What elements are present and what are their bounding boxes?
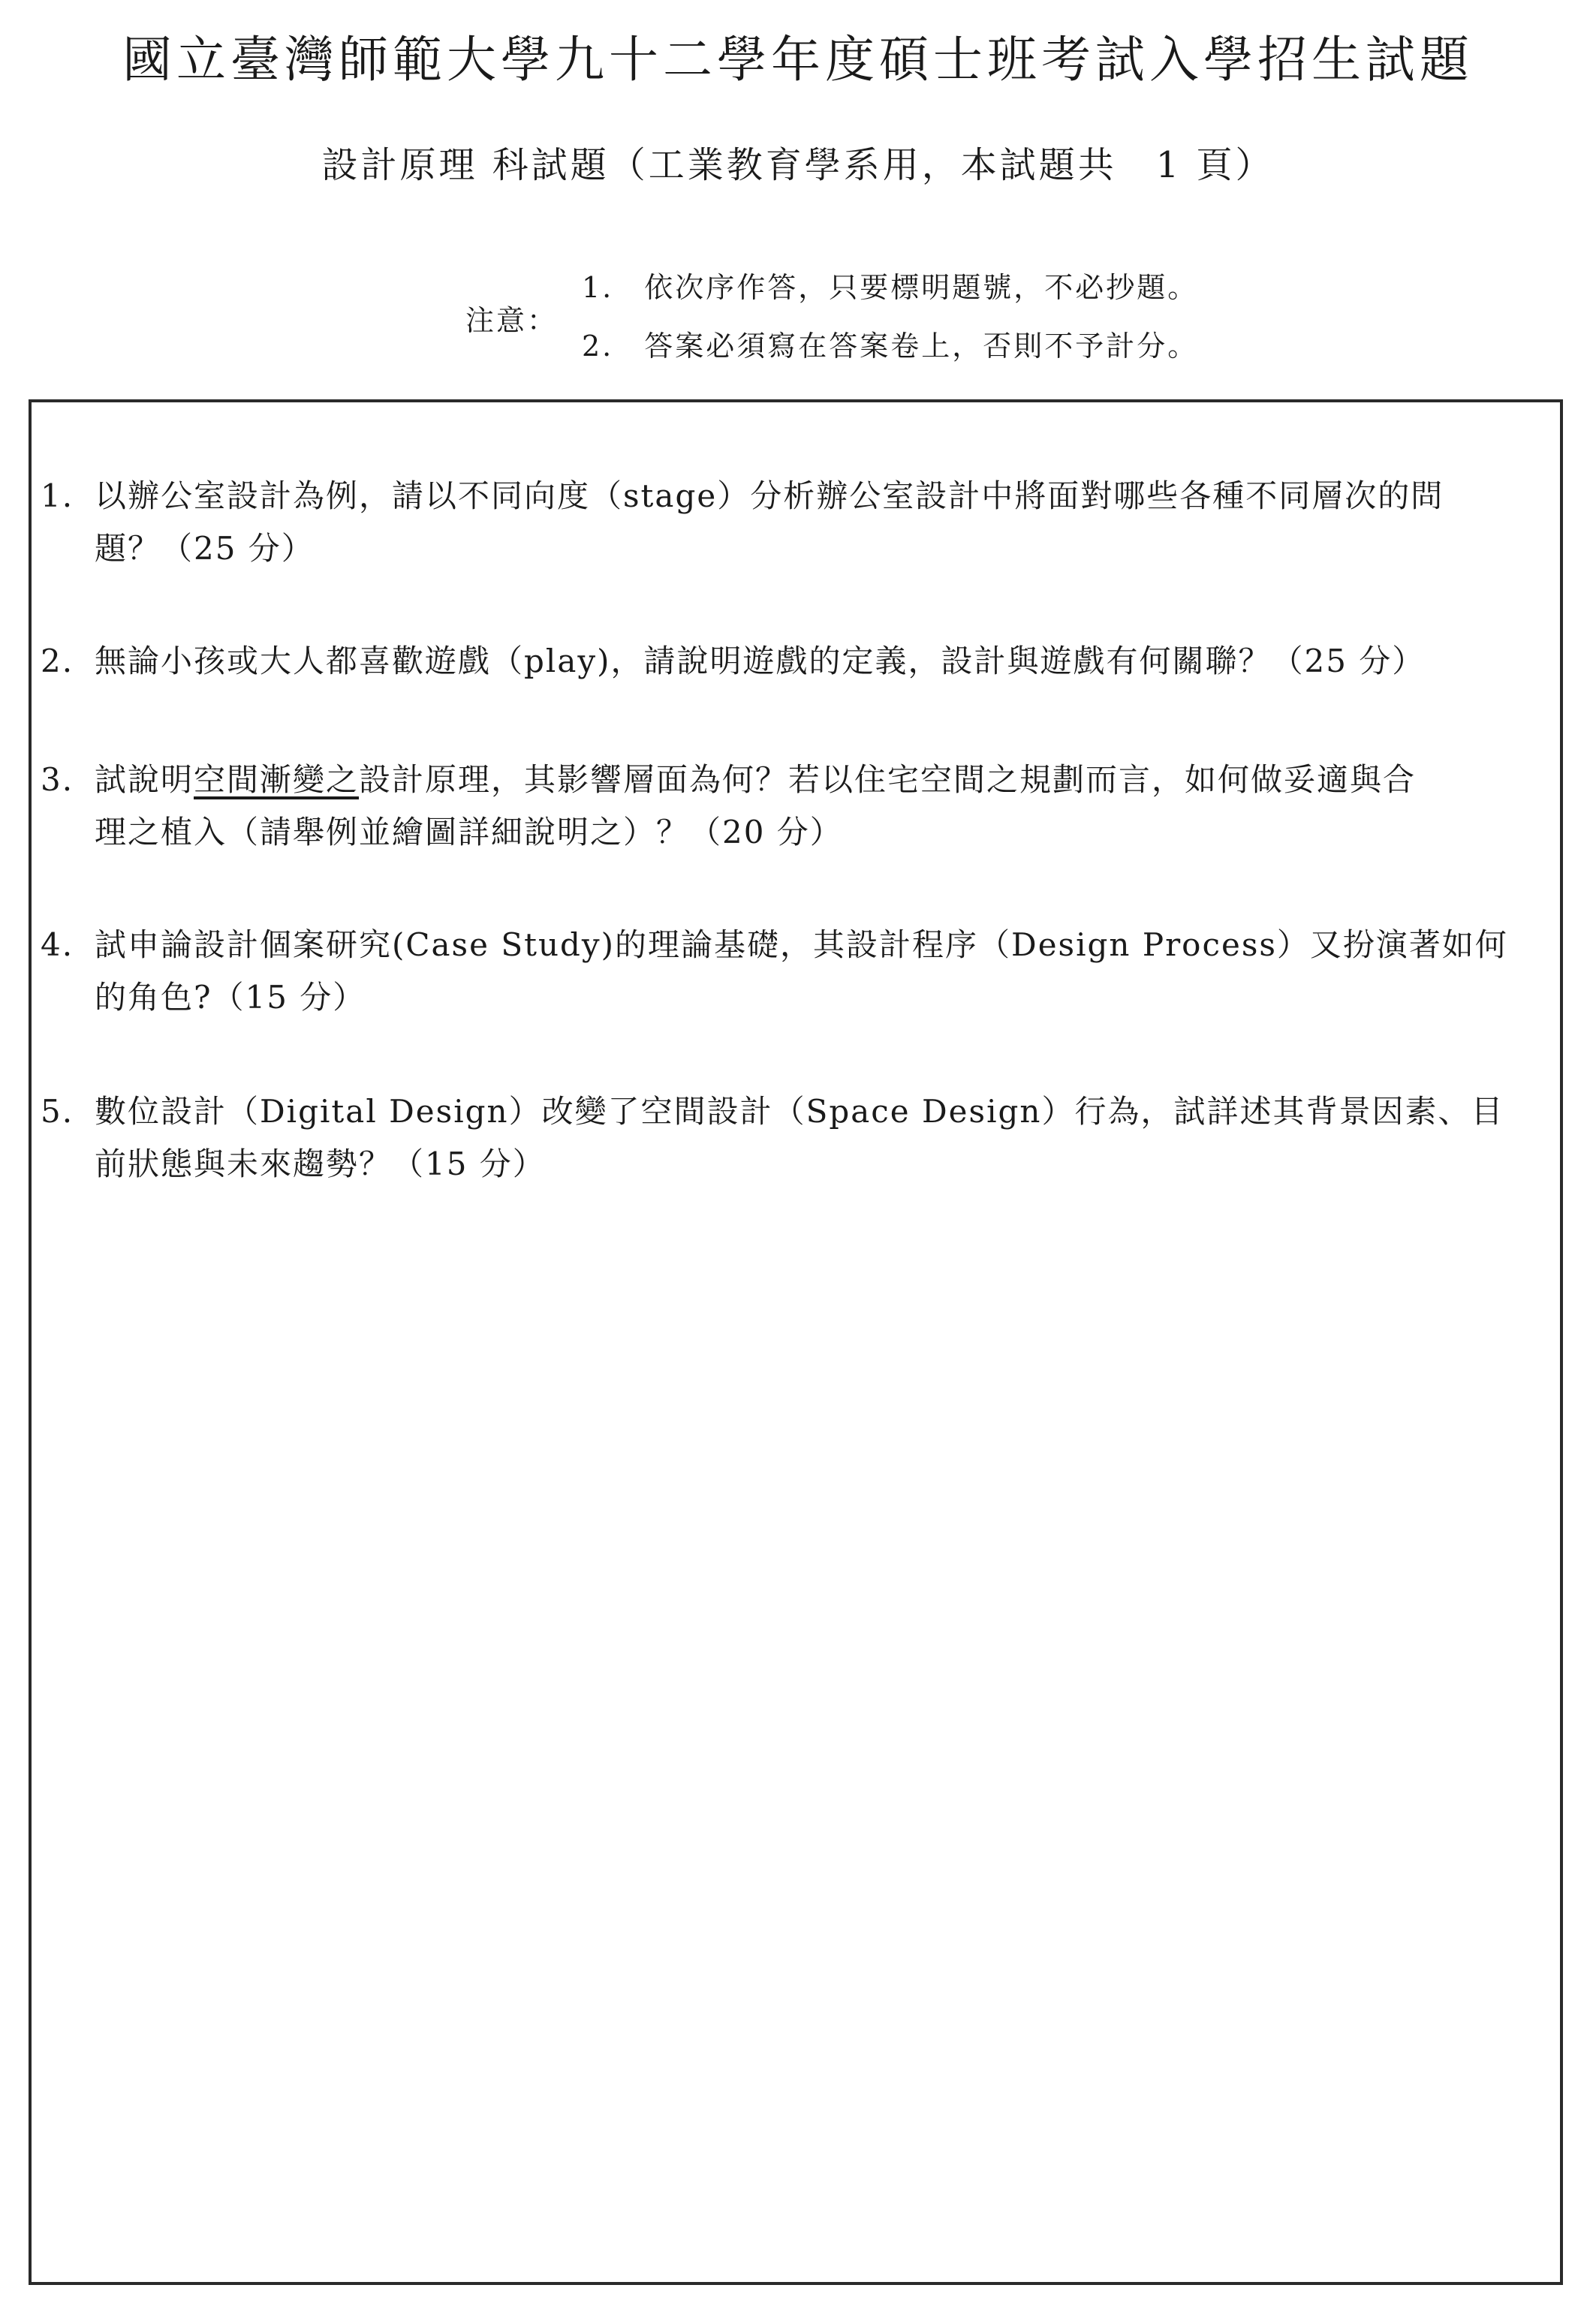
question-text-part: 設計原理，其影響層面為何？若以住宅空間之規劃而言，如何做妥適與合 xyxy=(359,761,1417,798)
question-number: 5. xyxy=(41,1093,74,1130)
question-box xyxy=(29,399,1563,2285)
notice-label: 注意： xyxy=(465,304,559,337)
question-number: 3. xyxy=(41,761,74,798)
question-text-part: 試說明 xyxy=(95,761,194,798)
question-text: 前狀態與未來趨勢？（15 分） xyxy=(95,1145,546,1182)
question-text xyxy=(41,754,1557,806)
notice-item: 1. 依次序作答，只要標明題號，不必抄題。 xyxy=(582,271,1199,304)
question-text: 題？（25 分） xyxy=(95,530,315,567)
underlined-term: 空間漸變之 xyxy=(194,761,360,798)
page-title: 國立臺灣師範大學九十二學年度碩士班考試入學招生試題 xyxy=(122,31,1474,89)
exam-subtitle: 設計原理 科試題（工業教育學系用，本試題共 1 頁） xyxy=(321,144,1275,186)
notice-section xyxy=(465,254,1366,374)
question-text: 無論小孩或大人都喜歡遊戲（play)，請說明遊戲的定義，設計與遊戲有何關聯？（25 分） xyxy=(95,643,1426,679)
question-number: 4. xyxy=(41,926,74,963)
question-text: 試申論設計個案研究(Case Study)的理論基礎，其設計程序（Design Process）又扮演著如何 xyxy=(95,926,1508,963)
question-text: 理之植入（請舉例並繪圖詳細說明之）？（20 分） xyxy=(95,814,843,850)
question-text: 數位設計（Digital Design）改變了空間設計（Space Design）行為，試詳述其背景因素、目 xyxy=(95,1093,1504,1130)
question-2 xyxy=(41,635,1557,688)
question-number: 1. xyxy=(41,477,74,514)
notice-item: 2. 答案必須寫在答案卷上，否則不予計分。 xyxy=(582,330,1199,363)
question-5 xyxy=(41,1085,1557,1191)
question-number: 2. xyxy=(41,643,74,679)
question-text: 的角色?（15 分） xyxy=(95,979,366,1016)
question-4 xyxy=(41,919,1557,1024)
question-text: 以辦公室設計為例，請以不同向度（stage）分析辦公室設計中將面對哪些各種不同層次的問 xyxy=(95,477,1444,514)
question-3 xyxy=(41,754,1557,859)
question-1 xyxy=(41,470,1557,575)
